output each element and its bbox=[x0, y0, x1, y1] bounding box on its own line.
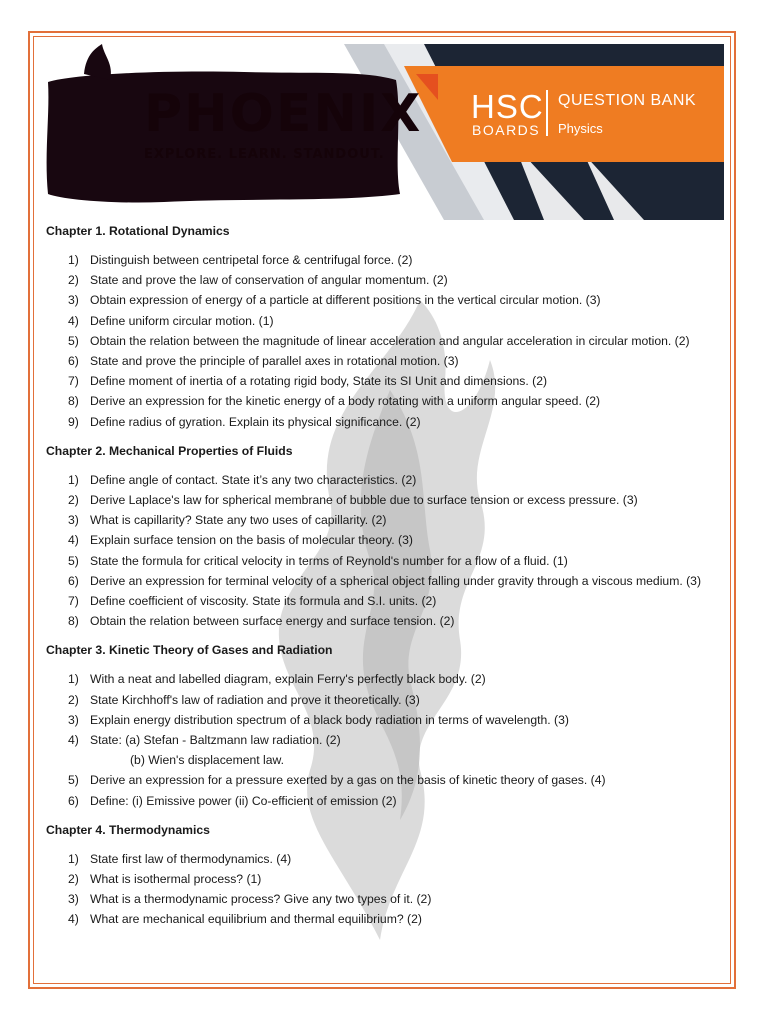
question-text: Derive an expression for terminal velocity of a spherical object falling under gravity through a viscous medium. (3) bbox=[90, 573, 702, 588]
question-number: 2) bbox=[68, 493, 79, 508]
question-item bbox=[46, 470, 726, 490]
question-item bbox=[46, 571, 726, 591]
question-text: State first law of thermodynamics. (4) bbox=[90, 851, 292, 866]
question-number: 2) bbox=[68, 692, 79, 707]
subject-label: Physics bbox=[558, 121, 603, 136]
question-text: State Kirchhoff's law of radiation and prove it theoretically. (3) bbox=[90, 692, 420, 707]
boards-label: BOARDS bbox=[472, 122, 541, 138]
question-item bbox=[46, 591, 726, 611]
logo-name: PHOENIX bbox=[144, 84, 423, 144]
question-item bbox=[46, 490, 726, 510]
question-item bbox=[46, 371, 726, 391]
question-item bbox=[46, 909, 726, 929]
question-number: 5) bbox=[68, 553, 79, 568]
question-number: 8) bbox=[68, 614, 79, 629]
question-number: 1) bbox=[68, 851, 79, 866]
question-text: Explain surface tension on the basis of molecular theory. (3) bbox=[90, 533, 413, 548]
question-text: Define coefficient of viscosity. State its formula and S.I. units. (2) bbox=[90, 594, 437, 609]
question-text: What is capillarity? State any two uses of capillarity. (2) bbox=[90, 513, 387, 528]
header-divider bbox=[546, 90, 548, 136]
question-text: Derive Laplace's law for spherical membrane of bubble due to surface tension or excess pressure. (3) bbox=[90, 493, 638, 508]
question-text: Obtain expression of energy of a particle at different positions in the vertical circular motion. (3) bbox=[90, 293, 601, 308]
question-item bbox=[46, 412, 726, 432]
question-item bbox=[46, 351, 726, 371]
question-item bbox=[46, 510, 726, 530]
question-text: Define uniform circular motion. (1) bbox=[90, 313, 274, 328]
question-item bbox=[46, 710, 726, 730]
chapter-title: Chapter 3. Kinetic Theory of Gases and Radiation bbox=[46, 643, 333, 658]
question-text: Define radius of gyration. Explain its physical significance. (2) bbox=[90, 414, 421, 429]
question-text: What is a thermodynamic process? Give any two types of it. (2) bbox=[90, 892, 432, 907]
question-bank-content bbox=[46, 221, 726, 930]
hsc-label: HSC bbox=[471, 88, 544, 125]
question-item bbox=[46, 530, 726, 550]
question-item bbox=[46, 311, 726, 331]
chapter-title: Chapter 2. Mechanical Properties of Fluids bbox=[46, 443, 293, 458]
question-text: Distinguish between centripetal force & centrifugal force. (2) bbox=[90, 253, 413, 267]
question-item bbox=[46, 331, 726, 351]
question-text: Define: (i) Emissive power (ii) Co-efficient of emission (2) bbox=[90, 793, 397, 808]
question-number: 2) bbox=[68, 273, 79, 288]
question-number: 7) bbox=[68, 594, 79, 609]
question-text: Define moment of inertia of a rotating rigid body, State its SI Unit and dimensions. (2) bbox=[90, 374, 548, 389]
question-number: 6) bbox=[68, 573, 79, 588]
question-number: 6) bbox=[68, 793, 79, 808]
question-item bbox=[46, 551, 726, 571]
question-number: 2) bbox=[68, 872, 79, 887]
question-list bbox=[46, 470, 726, 632]
question-number: 4) bbox=[68, 733, 79, 748]
question-number: 7) bbox=[68, 374, 79, 389]
question-item bbox=[46, 290, 726, 310]
chapter-title: Chapter 4. Thermodynamics bbox=[46, 822, 210, 837]
question-text: Obtain the relation between surface energy and surface tension. (2) bbox=[90, 614, 455, 629]
question-item bbox=[46, 791, 726, 811]
header-banner bbox=[44, 44, 724, 220]
question-text: Explain energy distribution spectrum of a black body radiation in terms of wavelength. (3) bbox=[90, 712, 569, 727]
question-number: 5) bbox=[68, 333, 79, 348]
question-item bbox=[46, 250, 726, 270]
question-text: With a neat and labelled diagram, explain Ferry's perfectly black body. (2) bbox=[90, 672, 486, 687]
question-number: 3) bbox=[68, 513, 79, 528]
logo-tagline: EXPLORE. LEARN. STANDOUT. bbox=[144, 147, 385, 162]
question-text: State and prove the principle of parallel axes in rotational motion. (3) bbox=[90, 354, 459, 369]
question-number: 5) bbox=[68, 773, 79, 788]
question-text: Define angle of contact. State it’s any two characteristics. (2) bbox=[90, 472, 417, 487]
question-number: 4) bbox=[68, 313, 79, 328]
question-number: 4) bbox=[68, 912, 79, 927]
question-subpart: (b) Wien's displacement law. bbox=[130, 753, 285, 768]
question-item bbox=[46, 391, 726, 411]
question-number: 1) bbox=[68, 472, 79, 487]
question-text: Derive an expression for the kinetic energy of a body rotating with a uniform angular speed. (2) bbox=[90, 394, 601, 409]
question-number: 9) bbox=[68, 414, 79, 429]
question-number: 3) bbox=[68, 892, 79, 907]
question-list bbox=[46, 250, 726, 432]
question-item bbox=[46, 770, 726, 790]
question-number: 4) bbox=[68, 533, 79, 548]
question-number: 1) bbox=[68, 253, 79, 267]
question-item bbox=[46, 611, 726, 631]
question-number: 6) bbox=[68, 354, 79, 369]
question-item bbox=[46, 849, 726, 869]
question-list bbox=[46, 669, 726, 810]
question-item bbox=[46, 869, 726, 889]
question-item bbox=[46, 270, 726, 290]
question-number: 8) bbox=[68, 394, 79, 409]
question-text: Derive an expression for a pressure exerted by a gas on the basis of kinetic theory of gases. (4) bbox=[90, 773, 606, 788]
question-item bbox=[46, 889, 726, 909]
question-text: Obtain the relation between the magnitude of linear acceleration and angular acceleration in circular motion. (2) bbox=[90, 333, 690, 348]
question-bank-title: QUESTION BANK bbox=[558, 92, 697, 109]
question-item bbox=[46, 690, 726, 710]
question-number: 1) bbox=[68, 672, 79, 687]
question-text: What is isothermal process? (1) bbox=[90, 872, 262, 887]
question-list bbox=[46, 849, 726, 930]
question-text: State and prove the law of conservation of angular momentum. (2) bbox=[90, 273, 448, 288]
question-item bbox=[46, 669, 726, 689]
chapter-title: Chapter 1. Rotational Dynamics bbox=[46, 224, 230, 238]
question-text: State: (a) Stefan - Baltzmann law radiation. (2) bbox=[90, 733, 341, 748]
question-number: 3) bbox=[68, 712, 79, 727]
question-item bbox=[46, 730, 726, 770]
question-number: 3) bbox=[68, 293, 79, 308]
question-text: What are mechanical equilibrium and thermal equilibrium? (2) bbox=[90, 912, 422, 927]
question-text: State the formula for critical velocity in terms of Reynold's number for a flow of a fluid. (1) bbox=[90, 553, 568, 568]
